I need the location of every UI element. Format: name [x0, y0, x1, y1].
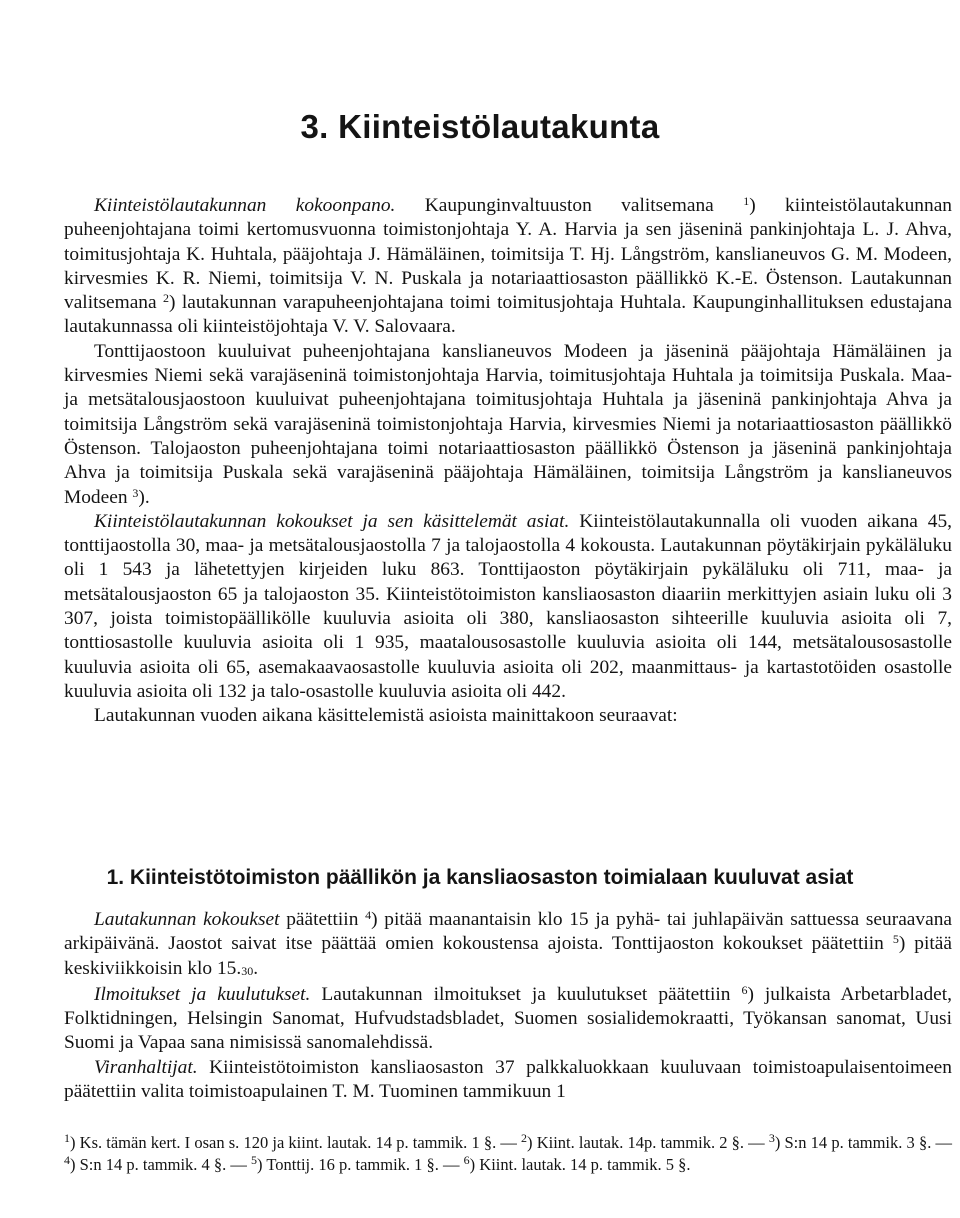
meeting-times-text: päätettiin	[279, 909, 366, 930]
closing-paragraph: Lautakunnan vuoden aikana käsittelemistä asioista mainittakoon seuraavat:	[94, 705, 678, 727]
notices-paragraph	[64, 983, 952, 1056]
meetings-heading: Kiinteistölautakunnan kokoukset ja sen käsittelemät asiat.	[94, 510, 570, 532]
time-minutes: 30	[241, 963, 254, 978]
officials-label: Viranhaltijat.	[94, 1056, 198, 1078]
subcommittees-text: Tonttijaostoon kuuluivat puheenjohtajana kanslianeuvos Modeen ja jäseninä pääjohtaja Hämäläinen ja kirvesmies Niemi sekä varajäseninä toimistonjohtaja Harvia, toimitusjohtaja Huhtala ja toimitsija Puskala. Maa- ja metsätalousjaostoon kuuluivat puheenjohtajana toimitusjohtaja Huhtala ja jäseninä pankinjohtaja Ahva ja toimitsija Långström sekä varajäseninä toimistonjohtaja Harvia, kirvesmies Niemi ja notariaattiosaston päällikkö Östenson. Talojaoston puheenjohtajana toimi notariaattiosaston päällikkö Östenson ja jäseninä pankinjohtaja Ahva ja toimitsija Puskala sekä varajäseninä pääjohtaja Hämäläinen, toimitsija Långström ja kanslianeuvos Modeen	[64, 340, 952, 508]
footnote-mark-2: 2	[521, 1131, 528, 1145]
notices-label: Ilmoitukset ja kuulutukset.	[94, 983, 311, 1005]
footnote-mark-3: 3	[768, 1131, 775, 1145]
footnote-mark-6: 6	[463, 1152, 470, 1167]
notices-text: Lautakunnan ilmoitukset ja kuulutukset päätettiin	[310, 983, 742, 1005]
footnote-list	[64, 1132, 952, 1175]
composition-text: ) kiinteistölautakunnan puheenjohtajana toimi kertomusvuonna toimistonjohtaja Y. A. Harvia ja sen jäseninä pankinjohtaja L. J. Ahva, toimitusjohtaja K. Huhtala, pääjohtaja J. Hämäläinen, toimitsija T. Hj. Långström, kanslianeuvos G. M. Modeen, kirvesmies K. R. Niemi, toimitsija V. N. Puskala ja notariaattiosaston päällikkö K.-E. Östenson. Lautakunnan valitsemana	[64, 195, 952, 314]
footnote-ref-6: 6	[741, 982, 748, 997]
officials-paragraph	[64, 1056, 952, 1105]
composition-text: Kaupunginvaltuuston valitsemana	[395, 195, 744, 216]
chapter-title: 3. Kiinteistölautakunta	[300, 108, 660, 145]
subcommittees-text: ).	[138, 486, 150, 508]
officials-text: Kiinteistötoimiston kansliaosaston 37 palkkaluokkaan kuuluvaan toimistoapulaisentoimeen päätettiin valita toimistoapulainen T. M. Tuominen tammikuun 1	[64, 1056, 952, 1103]
footnote-ref-3: 3	[132, 485, 139, 500]
footnote-text-5: ) Tonttij. 16 p. tammik. 1 §. —	[257, 1154, 464, 1174]
meeting-times-label: Lautakunnan kokoukset	[94, 909, 280, 930]
footnote-mark-1: 1	[64, 1131, 70, 1145]
meeting-times-text: ) pitää maanantaisin klo 15 ja pyhä- tai juhlapäivän sattuessa seuraavana arkipäivänä. Jaostot saivat itse päättää omien kokoustensa ajoista. Tonttijaoston kokoukset päätettiin	[64, 909, 953, 955]
footnote-ref-2: 2	[163, 291, 169, 306]
notices-text: ) julkaista Arbetarbladet, Folktidningen, Helsingin Sanomat, Hufvudstadsbladet, Suomen sosialidemokraatti, Työkansan sanomat, Uusi Suomi ja Vapaa sana nimisissä sanomalehdissä.	[64, 983, 952, 1054]
footnote-text-2: ) Kiint. lautak. 14p. tammik. 2 §. —	[527, 1133, 769, 1152]
footnotes	[64, 1132, 952, 1175]
footnote-text-3: ) S:n 14 p. tammik. 3 §. —	[774, 1133, 952, 1152]
footnote-mark-5: 5	[251, 1152, 258, 1167]
meetings-text: Kiinteistölautakunnalla oli vuoden aikana 45, tonttijaostolla 30, maa- ja metsätalousjaostolla 7 ja talojaostolla 4 kokousta. Lautakunnan pöytäkirjain pykäläluku oli 1 543 ja lähetettyjen kirjeiden luku 863. Tonttijaoston pöytäkirjain pykäläluku oli 711, maa- ja metsätalousjaoston 65 ja talojaoston 35. Kiinteistötoimiston kansliaosaston diaariin merkittyjen asiain luku oli 3 307, joista toimistopäällikölle kuuluvia asioita oli 380, kansliaosaston sihteerille kuuluvia asioita oli 7, tonttiosastolle kuuluvia asioita oli 1 935, maatalousosastolle kuuluvia asioita oli 144, metsätalousosastolle kuuluvia asioita oli 65, asemakaavaosastolle kuuluvia asioita oli 202, maanmittaus- ja kartastotöiden osastolle kuuluvia asioita oli 132 ja talo-osastolle kuuluvia asioita oli 442.	[64, 510, 952, 702]
composition-paragraph	[64, 194, 952, 340]
subcommittees-paragraph	[64, 340, 952, 510]
footnote-text-1: ) Ks. tämän kert. I osan s. 120 ja kiint. lautak. 14 p. tammik. 1 §. —	[70, 1133, 522, 1152]
composition-heading: Kiinteistölautakunnan kokoonpano.	[94, 195, 396, 216]
section-1-body	[64, 908, 952, 1104]
footnote-mark-4: 4	[64, 1152, 70, 1167]
meeting-times-text: .	[253, 957, 259, 979]
meeting-times-text: ) pitää keskiviikkoisin klo 15.	[64, 933, 952, 979]
section-heading: 1. Kiinteistötoimiston päällikön ja kansliaosaston toimialaan kuuluvat asiat	[106, 866, 854, 889]
footnote-text-6: ) Kiint. lautak. 14 p. tammik. 5 §.	[469, 1154, 691, 1174]
intro-section	[64, 194, 952, 729]
meetings-paragraph	[64, 510, 952, 704]
meeting-times-paragraph	[64, 908, 952, 983]
footnote-text-4: ) S:n 14 p. tammik. 4 §. —	[70, 1154, 252, 1174]
composition-text: ) lautakunnan varapuheenjohtajana toimi toimitusjohtaja Huhtala. Kaupunginhallituksen edustajana lautakunnassa oli kiinteistöjohtaja V. V. Salovaara.	[64, 292, 952, 338]
footnote-ref-1: 1	[743, 194, 750, 208]
footnote-ref-4: 4	[365, 908, 372, 922]
footnote-ref-5: 5	[892, 932, 899, 947]
